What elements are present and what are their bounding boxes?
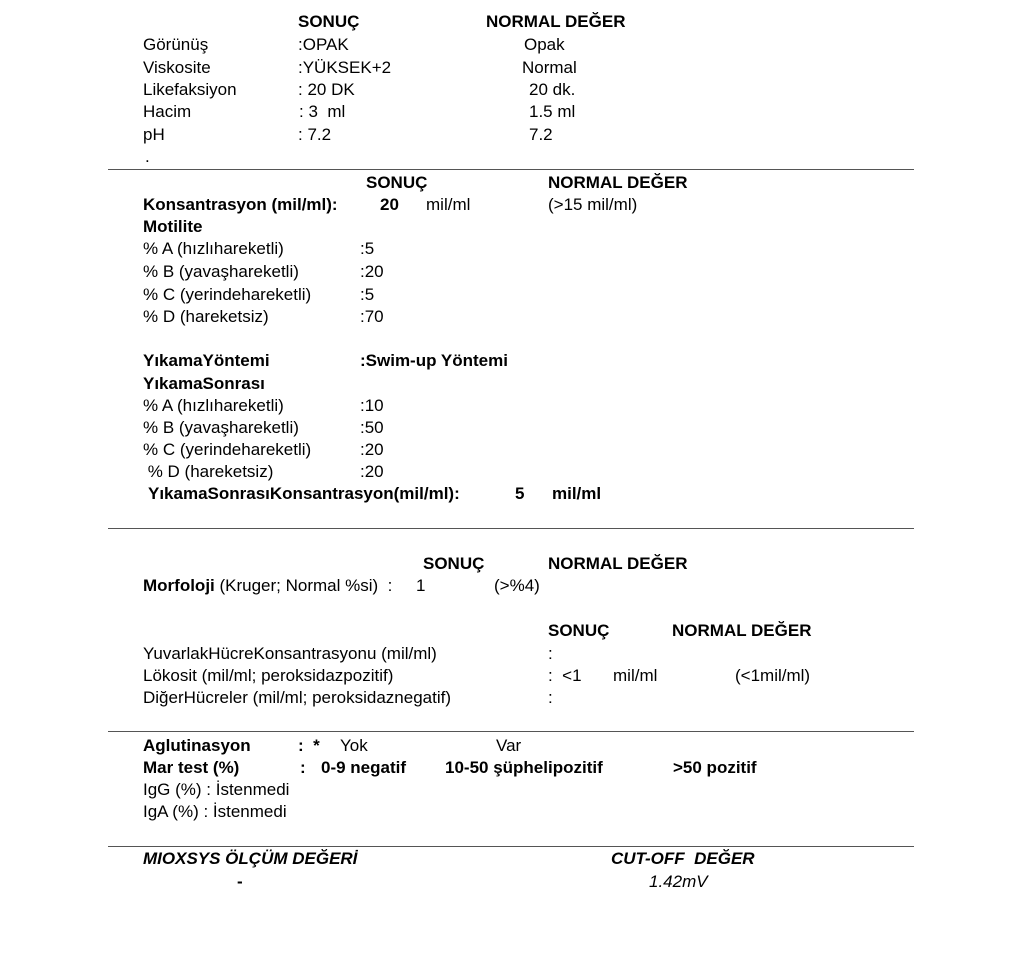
mar-test-pozitif: >50 pozitif <box>673 758 757 777</box>
motility-label: % B (yavaşhareketli) <box>143 262 299 281</box>
row-label: Likefaksiyon <box>143 80 237 99</box>
cell-label: YuvarlakHücreKonsantrasyonu (mil/ml) <box>143 644 437 663</box>
morfoloji-value: (Kruger; Normal %si) : 1 <box>214 576 426 595</box>
s3-header-normal: NORMAL DEĞER <box>548 554 688 573</box>
motility-value: :5 <box>360 239 375 258</box>
motility-label: % D (hareketsiz) <box>143 307 269 326</box>
s3-header2-sonuc: SONUÇ <box>548 621 610 640</box>
cell-unit: mil/ml <box>613 666 658 685</box>
row-normal: Normal <box>522 58 577 77</box>
post-motility-label: % B (yavaşhareketli) <box>143 418 299 437</box>
section-divider <box>108 731 914 732</box>
post-motility-value: :20 <box>360 462 384 481</box>
post-konsantrasyon-value: 5 <box>515 484 525 503</box>
row-normal: 7.2 <box>529 125 553 144</box>
motilite-heading: Motilite <box>143 217 203 236</box>
aglutinasyon-marker: : * <box>298 736 320 755</box>
post-motility-value: :20 <box>360 440 384 459</box>
mar-test-negatif: 0-9 negatif <box>321 758 407 777</box>
cutoff-label: CUT-OFF DEĞER <box>611 849 755 868</box>
row-label: pH <box>143 125 165 144</box>
motility-label: % A (hızlıhareketli) <box>143 239 284 258</box>
s1-header-sonuc: SONUÇ <box>298 12 360 31</box>
row-label: Görünüş <box>143 35 209 54</box>
morfoloji-normal: (>%4) <box>494 576 540 595</box>
igg-row: IgG (%) : İstenmedi <box>143 780 290 799</box>
row-value: :OPAK <box>298 35 349 54</box>
row-value: : 7.2 <box>298 125 332 144</box>
cell-value: : <box>548 644 553 663</box>
yikama-sonrasi-heading: YıkamaSonrası <box>143 374 265 393</box>
cell-value: : <1 <box>548 666 582 685</box>
konsantrasyon-normal: (>15 mil/ml) <box>548 195 638 214</box>
s2-header-normal: NORMAL DEĞER <box>548 173 688 192</box>
s2-header-sonuc: SONUÇ <box>366 173 428 192</box>
post-motility-label: % D (hareketsiz) <box>143 462 274 481</box>
aglutinasyon-label: Aglutinasyon <box>143 736 251 755</box>
post-motility-value: :10 <box>360 396 384 415</box>
post-konsantrasyon-unit: mil/ml <box>552 484 602 503</box>
mar-test-colon: : <box>300 758 306 777</box>
mioxsys-label: MIOXSYS ÖLÇÜM DEĞERİ <box>143 849 358 868</box>
section-divider <box>108 846 914 847</box>
motility-label: % C (yerindehareketli) <box>143 285 312 304</box>
mar-test-supheli: 10-50 şüphelipozitif <box>445 758 603 777</box>
morfoloji-row <box>143 577 425 594</box>
yikama-yontemi-value: :Swim-up Yöntemi <box>360 351 508 370</box>
post-motility-label: % C (yerindehareketli) <box>143 440 312 459</box>
cell-label: DiğerHücreler (mil/ml; peroksidaznegatif) <box>143 688 451 707</box>
stray-dot: . <box>145 147 150 166</box>
aglutinasyon-yok: Yok <box>340 736 368 755</box>
row-value: : 20 DK <box>298 80 355 99</box>
section-divider <box>108 169 914 170</box>
mar-test-label: Mar test (%) <box>143 758 240 777</box>
post-motility-value: :50 <box>360 418 384 437</box>
row-value: : 3 ml <box>299 102 346 121</box>
iga-row: IgA (%) : İstenmedi <box>143 802 287 821</box>
row-label: Hacim <box>143 102 192 121</box>
konsantrasyon-value: 20 <box>380 195 399 214</box>
konsantrasyon-label: Konsantrasyon (mil/ml): <box>143 195 338 214</box>
cutoff-value: 1.42mV <box>649 872 708 891</box>
row-normal: 1.5 ml <box>529 102 576 121</box>
s1-header-normal: NORMAL DEĞER <box>486 12 626 31</box>
motility-value: :70 <box>360 307 384 326</box>
morfoloji-label: Morfoloji <box>143 576 215 595</box>
section-divider <box>108 528 914 529</box>
cell-normal: (<1mil/ml) <box>735 666 811 685</box>
s3-header-sonuc: SONUÇ <box>423 554 485 573</box>
row-normal: Opak <box>524 35 565 54</box>
post-konsantrasyon-label: YıkamaSonrasıKonsantrasyon(mil/ml): <box>148 484 460 503</box>
konsantrasyon-unit: mil/ml <box>426 195 471 214</box>
row-label: Viskosite <box>143 58 211 77</box>
row-normal: 20 dk. <box>529 80 576 99</box>
s3-header2-normal: NORMAL DEĞER <box>672 621 812 640</box>
row-value: :YÜKSEK+2 <box>298 58 392 77</box>
post-motility-label: % A (hızlıhareketli) <box>143 396 284 415</box>
cell-value: : <box>548 688 553 707</box>
aglutinasyon-var: Var <box>496 736 522 755</box>
yikama-yontemi-label: YıkamaYöntemi <box>143 351 270 370</box>
motility-value: :5 <box>360 285 375 304</box>
motility-value: :20 <box>360 262 384 281</box>
cell-label: Lökosit (mil/ml; peroksidazpozitif) <box>143 666 394 685</box>
mioxsys-value: - <box>237 872 243 891</box>
